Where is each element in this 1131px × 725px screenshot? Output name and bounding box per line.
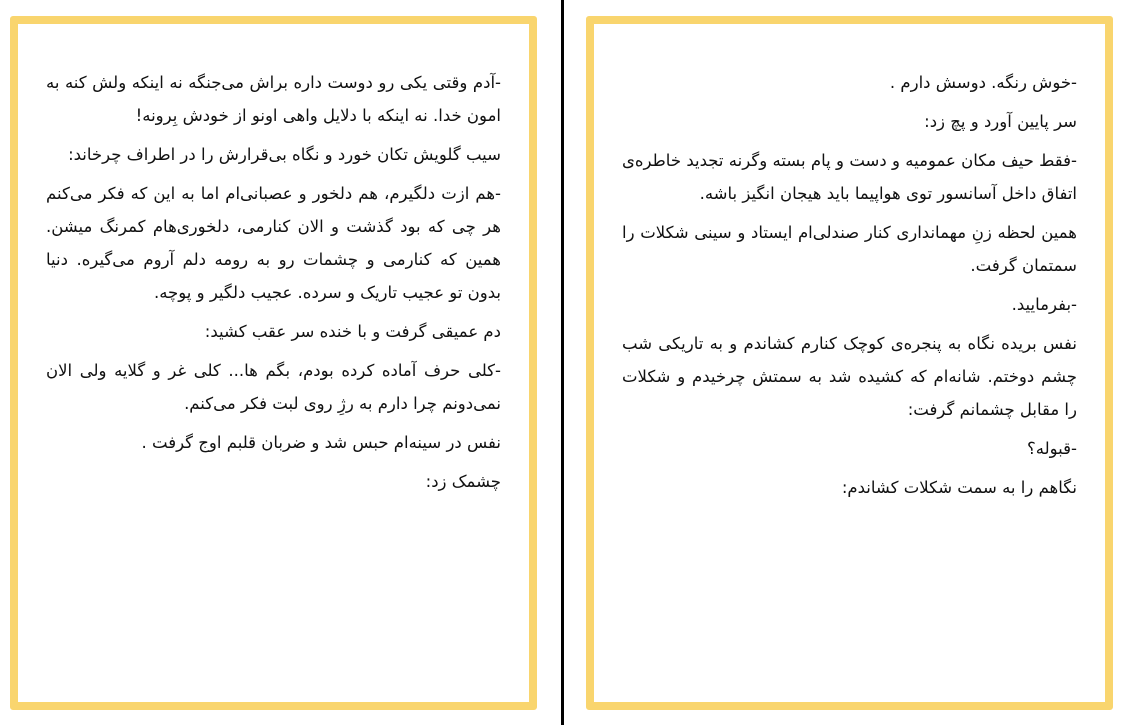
left-paragraph-5: -کلی حرف آماده کرده بودم، بگم ها... کلی غر و گلایه ولی الان نمی‌دونم چرا دارم به رژِ روی لبت فکر می‌کنم. — [46, 361, 501, 413]
right-paragraph-8: نگاهم را به سمت شکلات کشاندم: — [841, 478, 1077, 497]
left-paragraph-6: نفس در سینه‌ام حبس شد و ضربان قلبم اوج گرفت . — [141, 433, 501, 452]
right-paragraph-4: همین لحظه زنِ مهمانداری کنار صندلی‌ام ایستاد و سینی شکلات را سمتمان گرفت. — [622, 223, 1077, 275]
right-paragraph-3: -فقط حیف مکان عمومیه و دست و پام بسته وگرنه تجدید خاطره‌ی اتفاق داخل آسانسور توی هواپیما باید هیجان انگیز باشه. — [622, 151, 1077, 203]
left-page — [10, 16, 537, 710]
right-page-text — [622, 66, 1077, 510]
left-paragraph-1: -آدم وقتی یکی رو دوست داره براش می‌جنگه نه اینکه ولش کنه به امون خدا. نه اینکه با دلایل واهی اونو از خودش بِرونه! — [46, 73, 501, 125]
left-paragraph-4: دم عمیقی گرفت و با خنده سر عقب کشید: — [204, 322, 501, 341]
right-paragraph-7: -قبوله؟ — [1027, 439, 1077, 458]
left-paragraph-2: سیب گلویش تکان خورد و نگاه بی‌قرارش را در اطراف چرخاند: — [68, 145, 501, 164]
right-paragraph-6: نفس بریده نگاه به پنجره‌ی کوچک کنارم کشاندم و به تاریکی شب چشم دوختم. شانه‌ام که کشیده شد به سمتش چرخیدم و شکلات را مقابل چشمانم گرفت: — [622, 334, 1077, 419]
right-paragraph-1: -خوش رنگه. دوسش دارم . — [889, 73, 1077, 92]
right-page — [586, 16, 1113, 710]
page-divider — [561, 0, 564, 725]
left-page-text — [46, 66, 501, 504]
right-paragraph-2: سر پایین آورد و پچ زد: — [924, 112, 1077, 131]
left-paragraph-7: چشمک زد: — [425, 472, 501, 491]
right-paragraph-5: -بفرمایید. — [1011, 295, 1077, 314]
left-paragraph-3: -هم ازت دلگیرم، هم دلخور و عصبانی‌ام اما به این که فکر می‌کنم هر چی که بود گذشت و الان کنارمی، دلخوری‌هام کمرنگ میشن. همین که کنارمی و چشمات رو به رومه دلم آروم می‌گیره. دنیا بدون تو عجیب تاریک و سرده. عجیب دلگیر و پوچه. — [46, 184, 501, 302]
